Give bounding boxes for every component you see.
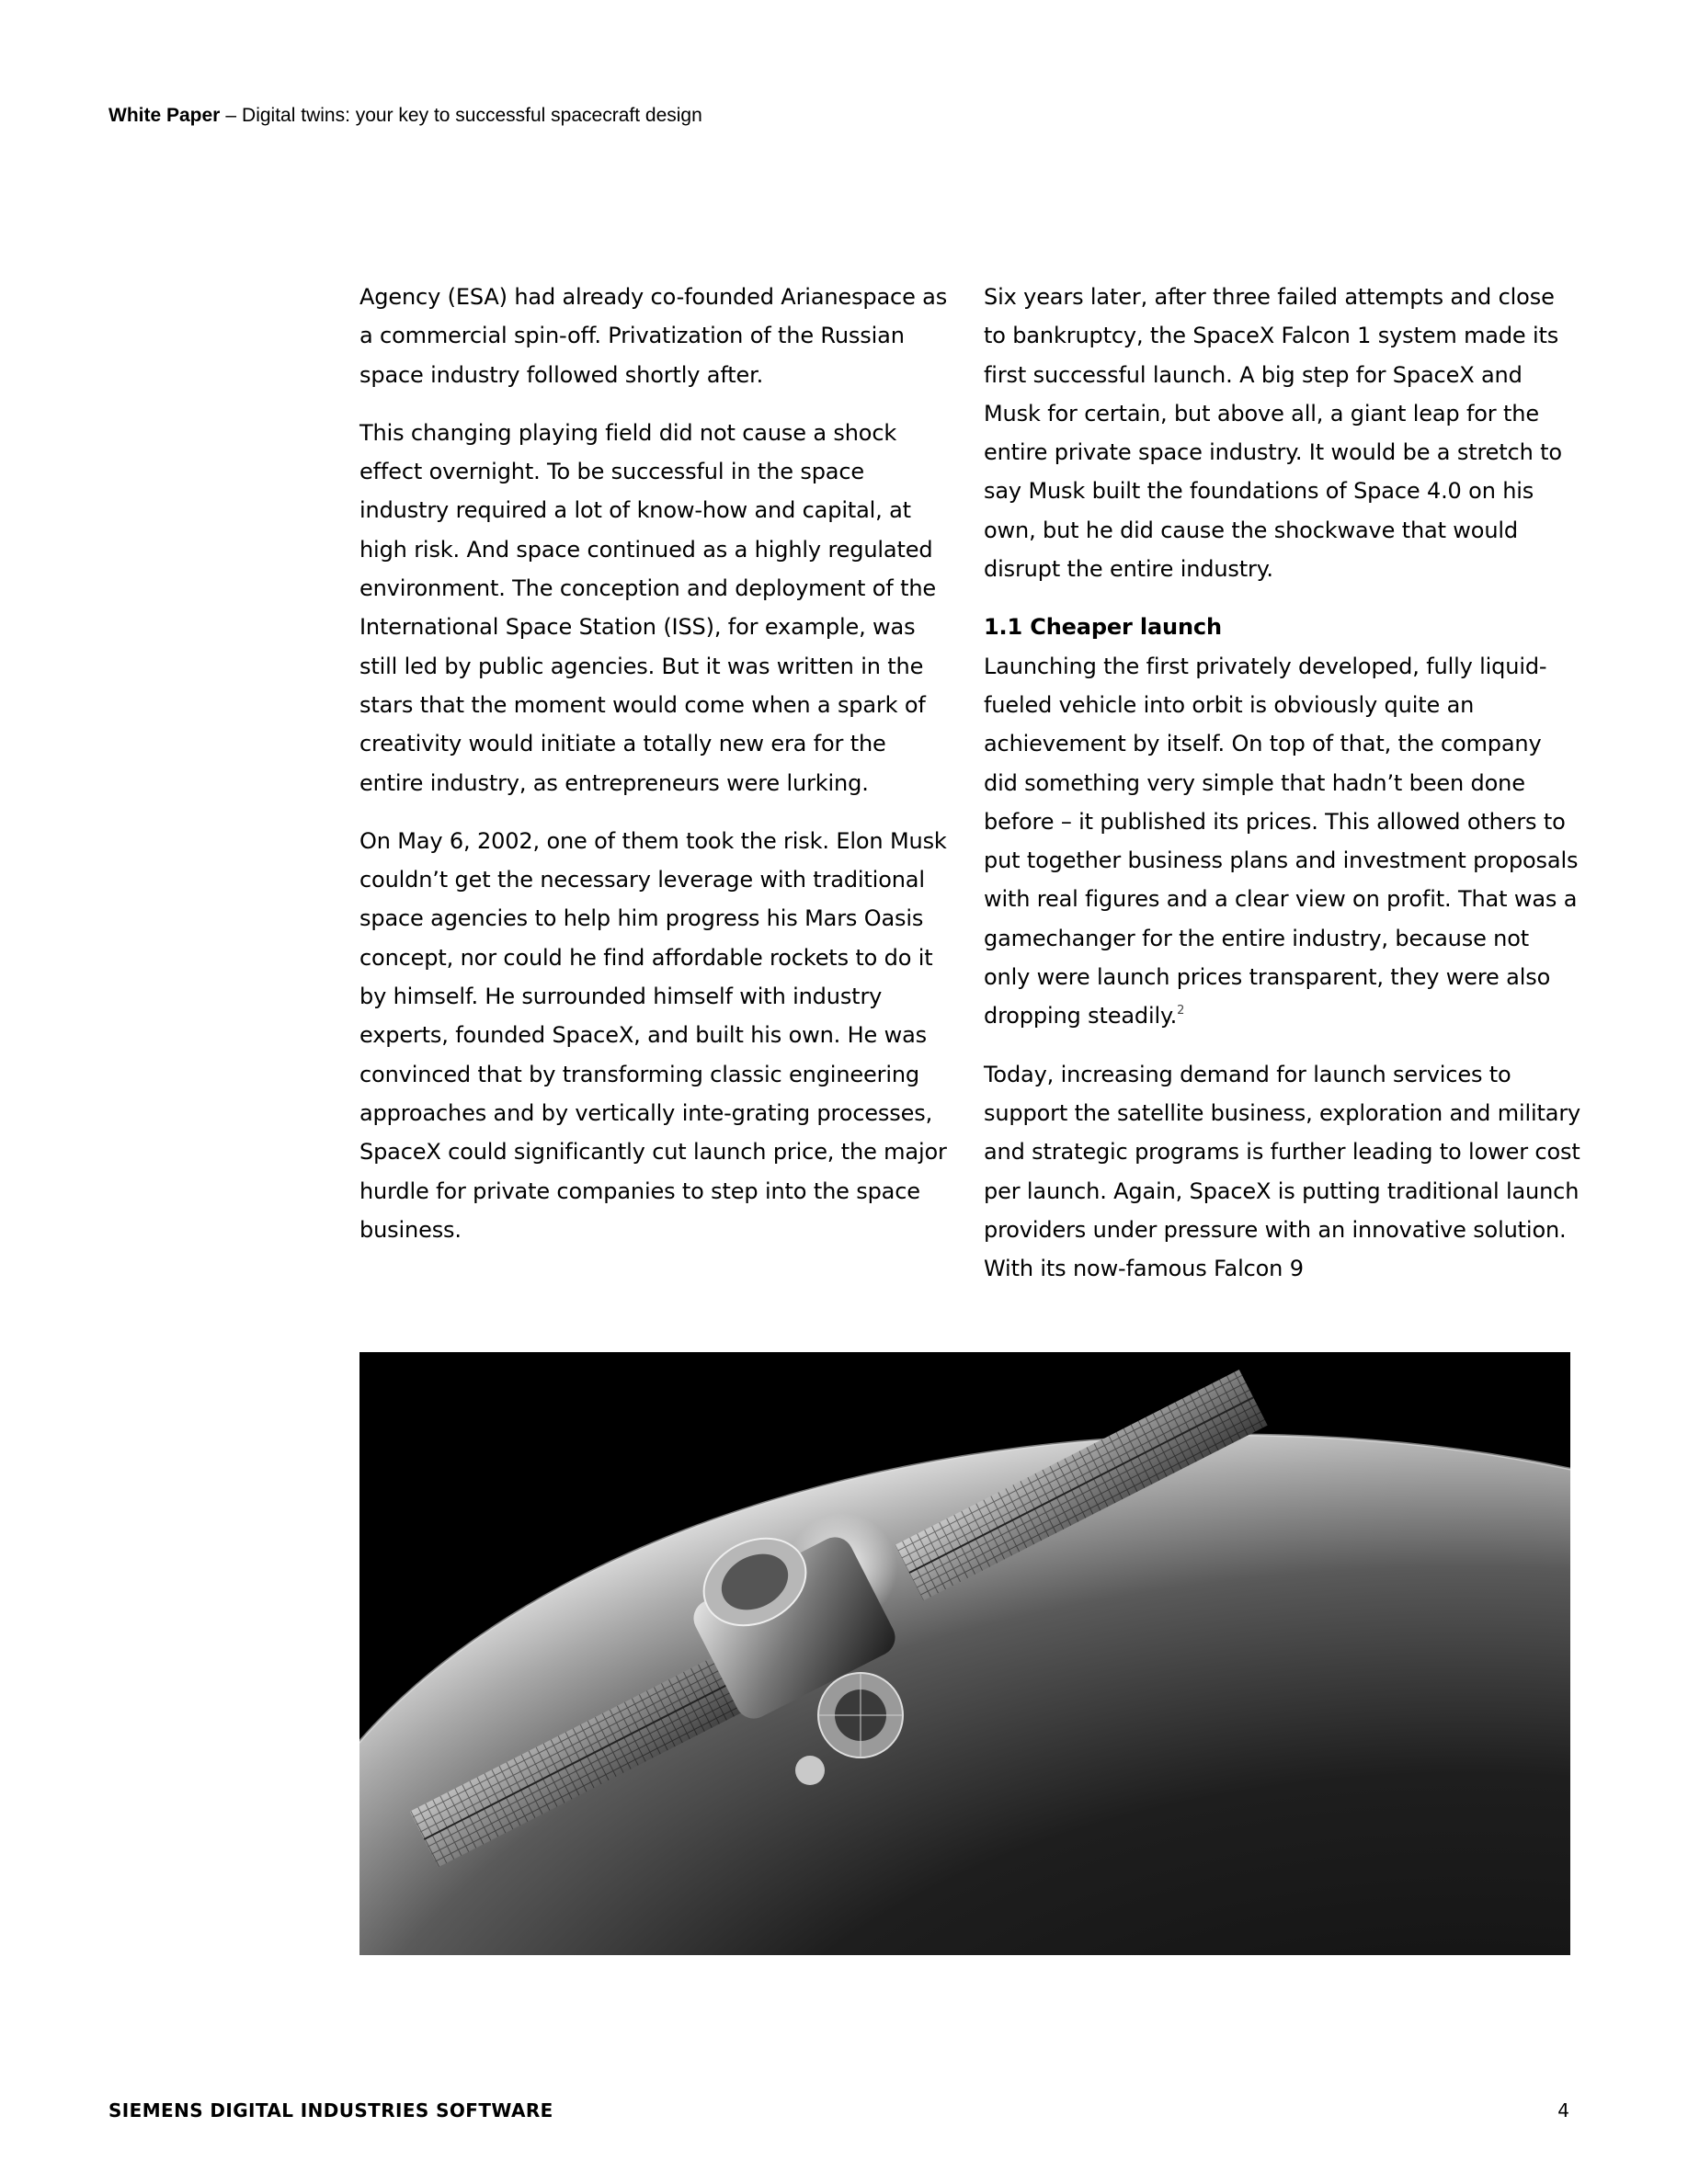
left-text-column [359, 278, 955, 1268]
paragraph-text: Launching the first privately developed, fully liquid-fueled vehicle into orbit is obviously quite an achievement by itself. On top of that, the company did something very simple that hadn’t been done before – it published its prices. This allowed others to put together business plans and investment proposals with real figures and a clear view on profit. That was a gamechanger for the entire industry, because not only were launch prices transparent, they were also dropping steadily. [984, 653, 1579, 1029]
running-header [108, 105, 702, 127]
section-heading: 1.1 Cheaper launch [984, 614, 1222, 641]
body-paragraph: On May 6, 2002, one of them took the risk. Elon Musk couldn’t get the necessary leverage with traditional space agencies to help him progress his Mars Oasis concept, nor could he find affordable rockets to do it by himself. He surrounded himself with industry experts, founded SpaceX, and built his own. He was convinced that by transforming classic engineering approaches and by vertically inte-grating processes, SpaceX could significantly cut launch price, the major hurdle for private companies to step into the space business. [359, 827, 947, 1243]
page-number: 4 [1557, 2099, 1569, 2121]
footnote-reference: 2 [1177, 1004, 1185, 1018]
body-paragraph: Six years later, after three failed attempts and close to bankruptcy, the SpaceX Falcon 1 system made its first successful launch. A big step for SpaceX and Musk for certain, but above all, a giant leap for the entire private space industry. It would be a stretch to say Musk built the foundations of Space 4.0 on his own, but he did cause the shockwave that would disrupt the entire industry. [984, 284, 1562, 583]
body-paragraph: Today, increasing demand for launch services to support the satellite business, exploration and military and strategic programs is further leading to lower cost per launch. Again, SpaceX is putting traditional launch providers under pressure with an innovative solution. With its now-famous Falcon 9 [984, 1061, 1581, 1282]
body-paragraph [984, 647, 1581, 1036]
body-paragraph: Agency (ESA) had already co-founded Arianespace as a commercial spin-off. Privatization of the Russian space industry followed shortly after. [359, 284, 948, 388]
footer-brand: SIEMENS DIGITAL INDUSTRIES SOFTWARE [108, 2099, 553, 2121]
body-paragraph: This changing playing field did not cause a shock effect overnight. To be successful in the space industry required a lot of know-how and capital, at high risk. And space continued as a highly regulated environment. The conception and deployment of the International Space Station (ISS), for example, was still led by public agencies. But it was written in the stars that the moment would come when a spark of creativity would initiate a totally new era for the entire industry, as entrepreneurs were lurking. [359, 419, 937, 796]
right-text-column [984, 278, 1581, 1307]
satellite-illustration [359, 1352, 1570, 1955]
document-type: White Paper [108, 105, 221, 126]
satellite-over-earth-image [359, 1352, 1570, 1955]
document-title: Digital twins: your key to successful spacecraft design [242, 105, 702, 126]
header-separator: – [225, 105, 237, 126]
